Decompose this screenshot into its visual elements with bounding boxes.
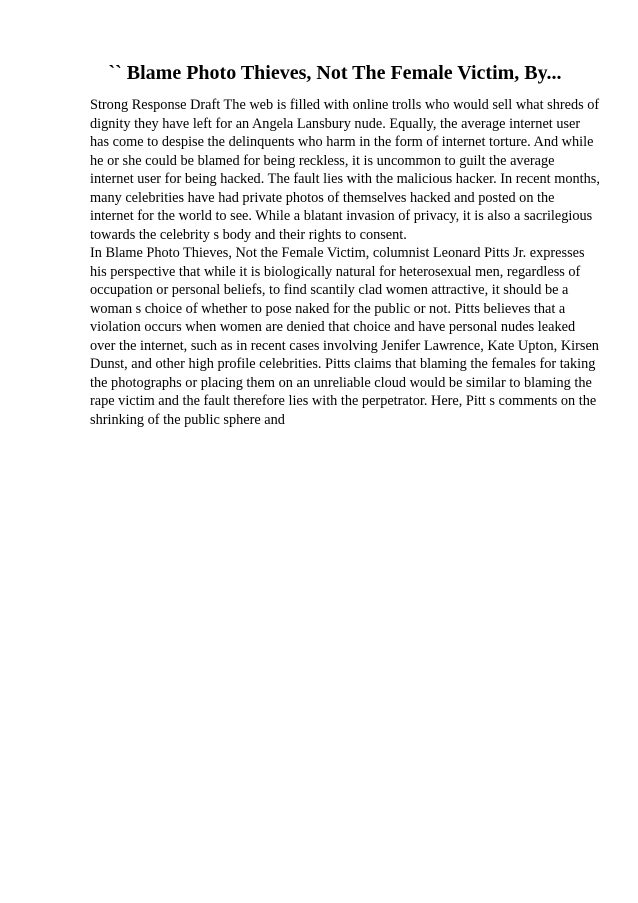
document-body (90, 96, 600, 429)
paragraph-2: In Blame Photo Thieves, Not the Female Victim, columnist Leonard Pitts Jr. expresses his perspective that while it is biologically natural for heterosexual men, regardless of occupation or personal beliefs, to find scantily clad women attractive, it should be a woman s choice of whether to pose naked for the public or not. Pitts believes that a violation occurs when women are denied that choice and have personal nudes leaked over the internet, such as in recent cases involving Jenifer Lawrence, Kate Upton, Kirsen Dunst, and other high profile celebrities. Pitts claims that blaming the females for taking the photographs or placing them on an unreliable cloud would be similar to blaming the rape victim and the fault therefore lies with the perpetrator. Here, Pitt s comments on the shrinking of the public sphere and (90, 245, 599, 428)
paragraph-1: Strong Response Draft The web is filled with online trolls who would sell what shreds of dignity they have left for an Angela Lansbury nude. Equally, the average internet user has come to despise the delinquents who harm in the form of internet torture. And while he or she could be blamed for being reckless, it is uncommon to guilt the average internet user for being hacked. The fault lies with the malicious hacker. In recent months, many celebrities have had private photos of themselves hacked and posted on the internet for the world to see. While a blatant invasion of privacy, it is also a sacrilegious towards the celebrity s body and their rights to consent. (90, 97, 600, 243)
document-title: `` Blame Photo Thieves, Not The Female Victim, By... (108, 62, 562, 84)
